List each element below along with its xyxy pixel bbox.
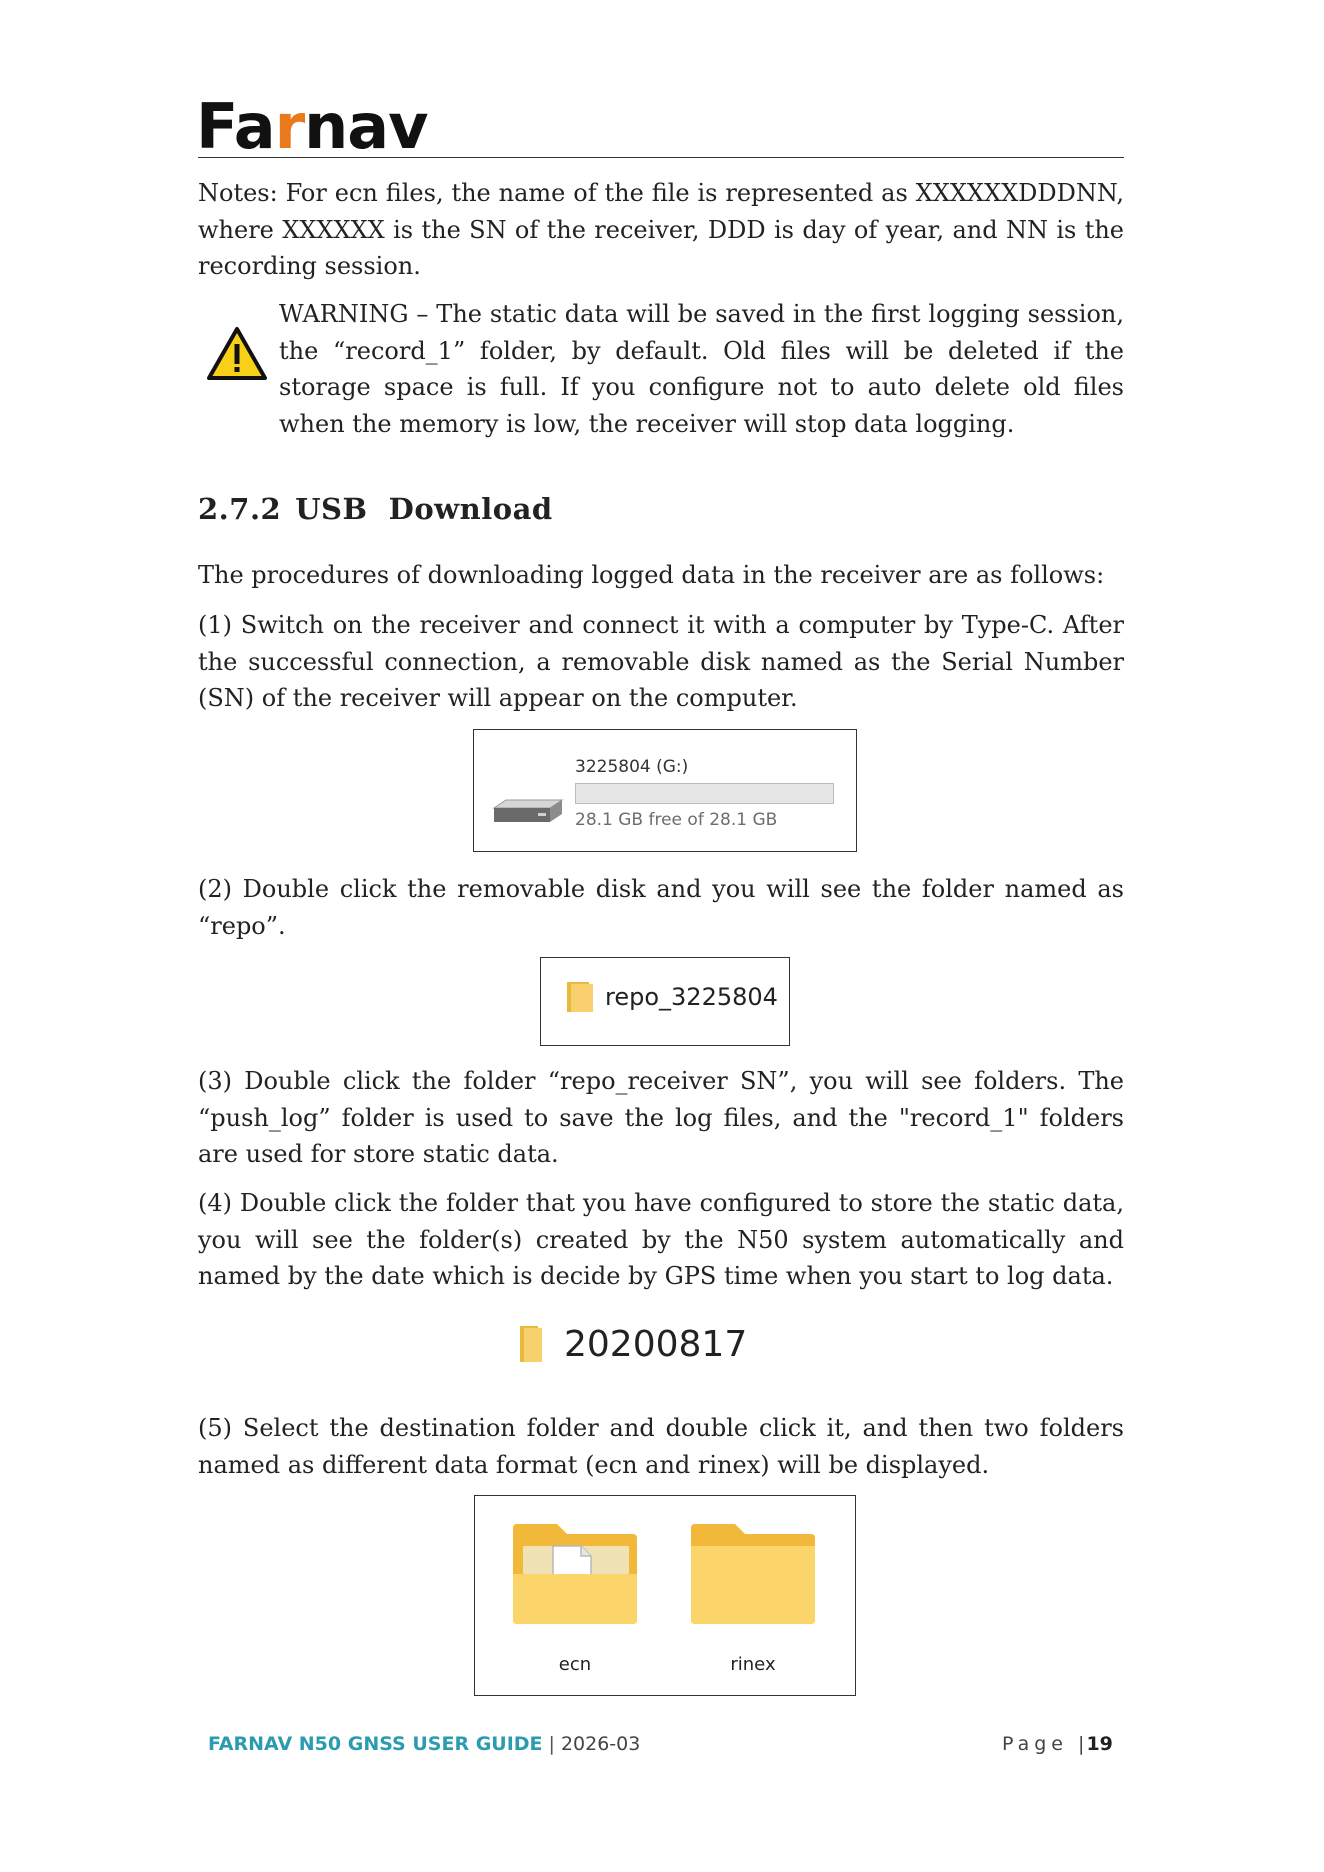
repo-folder-name: repo_3225804 (605, 983, 778, 1011)
intro-paragraph: The procedures of downloading logged data in the receiver are as follows: (198, 561, 1105, 589)
footer-page (1002, 1733, 1113, 1755)
repo-folder-screenshot (540, 957, 790, 1046)
notes-paragraph: Notes: For ecn files, the name of the file is represented as XXXXXXDDDNN, where XXXXXX is the SN of the receiver, DDD is day of year, and NN is the recording session. (198, 179, 1124, 280)
footer-left (208, 1733, 640, 1755)
step2-paragraph: (2) Double click the removable disk and you will see the folder named as “repo”. (198, 875, 1124, 940)
date-folder-name: 20200817 (564, 1324, 748, 1365)
folder-icon (565, 980, 595, 1014)
removable-drive-icon (492, 796, 564, 828)
warning-icon (206, 326, 268, 382)
header-rule (198, 157, 1124, 158)
step4-paragraph: (4) Double click the folder that you have configured to store the static data, you will see the folder(s) created by the N50 system automatically and named by the date which is decide by GPS time when you start to log data. (198, 1189, 1124, 1290)
step3-paragraph: (3) Double click the folder “repo_receiver SN”, you will see folders. The “push_log” folder is used to save the log files, and the "record_1" folders are used for store static data. (198, 1067, 1124, 1168)
footer-date: 2026-03 (560, 1733, 641, 1755)
footer-separator: | (548, 1733, 555, 1755)
date-folder-icon (518, 1324, 544, 1364)
step5-paragraph: (5) Select the destination folder and double click it, and then two folders named as different data format (ecn and rinex) will be displayed. (198, 1414, 1124, 1479)
section-title: USB Download (295, 492, 553, 526)
logo-text-2: nav (304, 90, 428, 163)
footer-brand: FARNAV N50 GNSS USER GUIDE (208, 1733, 543, 1755)
drive-label: 3225804 (G:) (575, 757, 689, 777)
section-heading (198, 492, 553, 526)
page-number: 19 (1086, 1733, 1113, 1755)
logo-text-1: Fa (196, 90, 275, 163)
section-number: 2.7.2 (198, 492, 282, 526)
page-label: Page (1002, 1733, 1068, 1755)
farnav-logo (196, 90, 428, 163)
drive-screenshot (473, 729, 857, 852)
ecn-folder-icon (509, 1520, 641, 1626)
drive-free-text: 28.1 GB free of 28.1 GB (575, 810, 778, 830)
logo-text-accent: r (274, 90, 305, 163)
rinex-folder-icon (687, 1520, 819, 1626)
drive-usage-bar (575, 783, 834, 804)
ecn-folder-name: ecn (558, 1654, 592, 1675)
rinex-folder-name: rinex (730, 1654, 776, 1675)
step1-paragraph: (1) Switch on the receiver and connect it with a computer by Type-C. After the successful connection, a removable disk named as the Serial Number (SN) of the receiver will appear on the computer. (198, 611, 1124, 712)
format-folders-screenshot (474, 1495, 856, 1696)
page-separator: | (1078, 1733, 1085, 1755)
warning-text: WARNING – The static data will be saved in the first logging session, the “record_1” folder, by default. Old files will be deleted if the storage space is full. If you configure not to auto delete old files when the memory is low, the receiver will stop data logging. (279, 300, 1124, 438)
